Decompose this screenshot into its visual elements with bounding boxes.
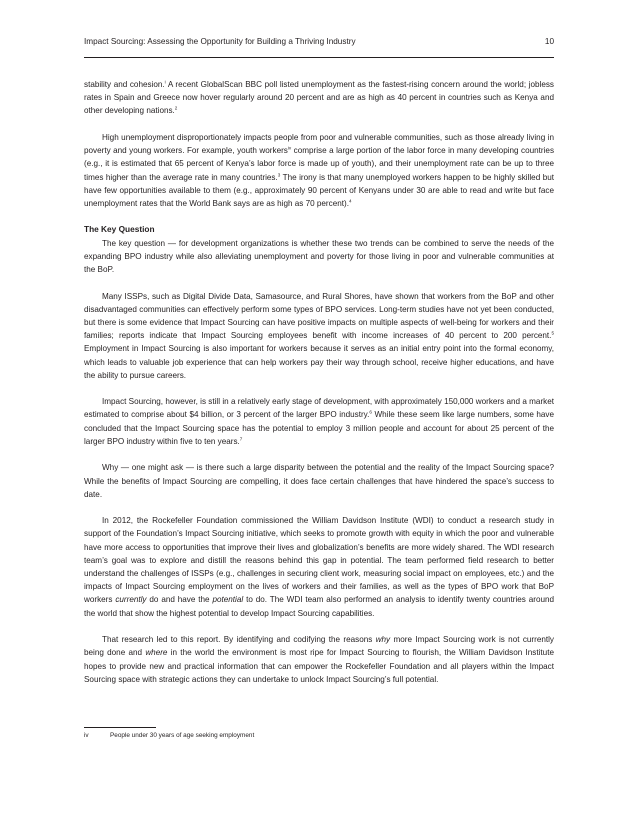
paragraph-3: The key question — for development organizations is whether these two trends can be combined to serve the needs of the expanding BPO industry while also alleviating unemployment and poverty for those living in poor and vulnerable communities at the BoP.	[84, 238, 554, 275]
endnote-ref: 6	[369, 409, 372, 415]
endnote-ref: 4	[348, 198, 352, 204]
paragraph-5	[84, 395, 554, 448]
text-run: comprise a large portion of the labor force in many developing countries (e.g., it is estimated that 65 percent of Kenya’s labor force is made up of youth), and their unemployment rate can be up to three times higher than the average rate in many countries.	[84, 146, 555, 182]
running-header	[84, 37, 554, 51]
text-run: In 2012, the Rockefeller Foundation commissioned the William Davidson Institute (WDI) to conduct a research study in support of the Foundation’s Impact Sourcing initiative, which seeks to promote growth with equity in which the poor and vulnerable have more access to opportunities that improve their lives and globalization’s benefits are more widely shared. The WDI research team’s goal was to explore and distill the reasons behind this gap in potential. The team performed field research to better understand the challenges of ISSPs (e.g., challenges in securing client work, measuring social impact on employees, etc.) and the impacts of Impact Sourcing employment on the lives of workers and their families, as well as the types of BPO work that BoP workers	[84, 516, 554, 605]
text-run: in the world the environment is most ripe for Impact Sourcing to flourish, the William Davidson Institute hopes to provide new and practical information that can empower the Rockefeller Foundation and all players within the Impact Sourcing space with strategic actions they can undertake to unlock Impact Sourcing’s full potential.	[84, 648, 554, 684]
text-run: That research led to this report. By identifying and codifying the reasons	[102, 635, 376, 645]
emphasis: currently	[115, 595, 147, 605]
text-run: While these seem like large numbers, some have concluded that the Impact Sourcing space has the potential to employ 3 million people and account for about 25 percent of the larger BPO industry within five to ten years.	[84, 410, 555, 446]
paragraph-4	[84, 290, 554, 382]
text-run: Impact Sourcing, however, is still in a relatively early stage of development, with approximately 150,000 workers and a market estimated to comprise about $4 billion, or 3 percent of the larger BPO industry.	[84, 397, 554, 420]
footnote-text: People under 30 years of age seeking employment	[110, 732, 255, 739]
text-run: to do. The WDI team also performed an analysis to identify twenty countries around the world that show the highest potential to develop Impact Sourcing capabilities.	[84, 595, 555, 618]
text-run: High unemployment disproportionately impacts people from poor and vulnerable communities, such as those already living in poverty and young workers. For example, youth workers	[84, 132, 554, 156]
endnote-ref: i	[164, 79, 166, 85]
footnote-ref: iv	[287, 145, 292, 151]
text-run: do and have the	[146, 595, 213, 605]
text-run: A recent GlobalScan BBC poll listed unemployment as the fastest-rising concern around the world; jobless rates in Spain and Greece now hover regularly around 20 percent and are as high as 40 percent in countries such as Kenya and other developing nations.	[84, 80, 554, 116]
endnote-ref: 3	[277, 171, 281, 177]
text-run: Employment in Impact Sourcing is also important for workers because it serves as an initial entry point into the formal economy, which leads to valuable job experience that can help workers pay their way through school, receive higher educations, and have the ability to pursue careers.	[84, 344, 554, 380]
header-title: Impact Sourcing: Assessing the Opportunity for Building a Thriving Industry	[84, 37, 356, 46]
text-run: more Impact Sourcing work is not currently being done and	[84, 635, 554, 658]
emphasis: potential	[212, 595, 244, 605]
paragraph-7	[84, 514, 554, 620]
header-divider	[84, 57, 554, 58]
endnote-ref: 5	[551, 330, 554, 336]
emphasis: where	[145, 648, 168, 658]
section-heading: The Key Question	[84, 224, 155, 235]
footnote-divider	[84, 727, 156, 728]
paragraph-1	[84, 78, 554, 118]
emphasis: why	[375, 635, 391, 645]
paragraph-2	[84, 131, 554, 210]
paragraph-8	[84, 633, 554, 686]
endnote-ref: 7	[239, 436, 243, 442]
paragraph-6: Why — one might ask — is there such a large disparity between the potential and the reality of the Impact Sourcing space? While the benefits of Impact Sourcing are compelling, it does face certain challenges that have hindered the space’s success to date.	[84, 463, 554, 499]
footnote	[84, 732, 254, 739]
page-number: 10	[544, 37, 554, 46]
text-run: Many ISSPs, such as Digital Divide Data, Samasource, and Rural Shores, have shown that workers from the BoP and other disadvantaged communities can effectively perform some types of BPO services. Long-term studies have not yet been conducted, but there is some evidence that Impact Sourcing can have positive impacts on multiple aspects of well-being for workers and their families; reports indicate that Impact Sourcing employees benefit with income increases of 40 percent to 200 percent.	[84, 291, 554, 341]
body-text	[84, 78, 554, 699]
footnote-mark: iv	[84, 732, 89, 739]
text-run: stability and cohesion.	[84, 80, 165, 89]
text-run: The irony is that many unemployed workers happen to be highly skilled but have few opportunities available to them (e.g., approximately 90 percent of Kenyans under 30 are able to read and write but face unemployment rates that the World Bank says are as high as 70 percent).	[84, 172, 554, 208]
endnote-ref: 2	[174, 105, 178, 111]
